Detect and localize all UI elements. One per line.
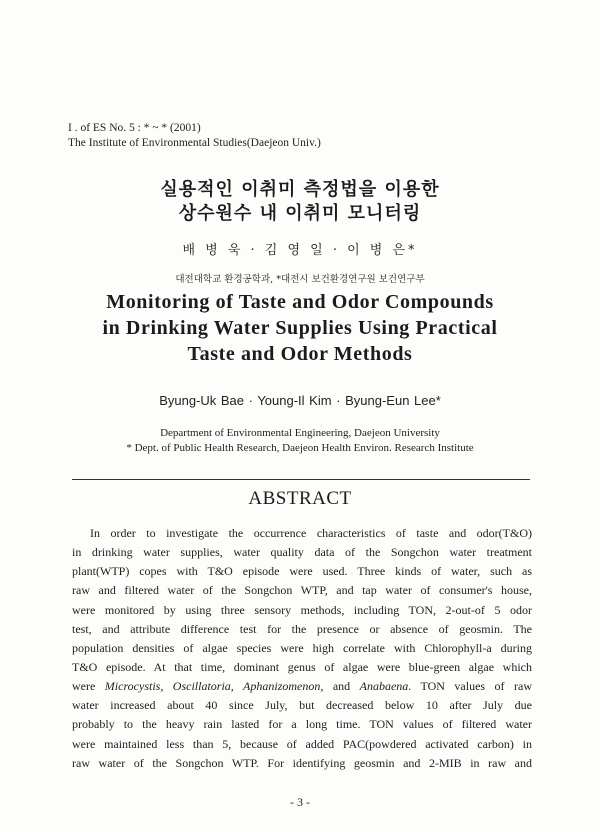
- abstract-line: raw and filtered water of the Songchon WTP, and tap water of consumer's house,: [72, 583, 532, 598]
- english-title-line1: Monitoring of Taste and Odor Compounds: [106, 291, 494, 313]
- english-authors: Byung-Uk Bae · Young-Il Kim · Byung-Eun Lee*: [159, 393, 441, 408]
- english-title: [0, 289, 600, 367]
- korean-title: [0, 178, 600, 226]
- section-divider: [72, 479, 530, 480]
- journal-header: [68, 121, 321, 151]
- journal-citation: I . of ES No. 5 : * ~ * (2001): [68, 122, 201, 134]
- abstract-heading: ABSTRACT: [248, 488, 352, 509]
- korean-title-line1: 실용적인 이취미 측정법을 이용한: [160, 179, 440, 200]
- algae-genus-anabaena: Anabaena: [359, 679, 409, 694]
- abstract-line: probably to the heavy rain lasted for a long time. TON values of filtered water: [72, 717, 532, 732]
- abstract-line: In order to investigate the occurrence characteristics of taste and odor(T&O): [90, 526, 532, 540]
- abstract-line: population densities of algae species were high correlate with Chlorophyll-a during: [72, 640, 532, 655]
- journal-institute: The Institute of Environmental Studies(Daejeon Univ.): [68, 137, 321, 149]
- english-affiliation-line2: * Dept. of Public Health Research, Daejeon Health Environ. Research Institute: [126, 442, 474, 454]
- abstract-line-text: . TON values of raw: [408, 679, 532, 694]
- abstract-line: in drinking water supplies, water quality data of the Songchon water treatment: [72, 545, 532, 560]
- abstract-line: test, and attribute difference test for the presence or absence of geosmin. The: [72, 621, 532, 636]
- abstract-line: were maintained less than 5, because of added PAC(powdered activated carbon) in: [72, 736, 532, 751]
- algae-genera: Microcystis, Oscillatoria, Aphanizomenon,: [104, 679, 324, 694]
- abstract-line-text: and: [323, 679, 360, 694]
- abstract-body: [72, 524, 532, 773]
- abstract-line: water increased about 40 since July, but decreased below 10 after July due: [72, 698, 532, 713]
- abstract-line: T&O episode. At that time, dominant genus of algae were blue-green algae which: [72, 659, 532, 674]
- abstract-line: were monitored by using three sensory methods, including TON, 2-out-of 5 odor: [72, 602, 532, 617]
- english-affiliation: [0, 426, 600, 456]
- korean-authors: 배 병 욱 · 김 영 일 · 이 병 은*: [182, 243, 418, 258]
- korean-title-line2: 상수원수 내 이취미 모니터링: [178, 203, 422, 224]
- korean-affiliation: 대전대학교 환경공학과, *대전시 보건환경연구원 보건연구부: [175, 274, 425, 285]
- abstract-line-genera: [72, 677, 532, 696]
- abstract-line: raw water of the Songchon WTP. For identifying geosmin and 2-MIB in raw and: [72, 755, 532, 770]
- abstract-line-text: were: [72, 679, 105, 694]
- page-number: - 3 -: [290, 795, 310, 809]
- english-title-line3: Taste and Odor Methods: [187, 343, 413, 365]
- abstract-line: plant(WTP) copes with T&O episode were used. Three kinds of water, such as: [72, 564, 532, 579]
- english-affiliation-line1: Department of Environmental Engineering, Daejeon University: [160, 427, 440, 439]
- english-title-line2: in Drinking Water Supplies Using Practical: [102, 317, 498, 339]
